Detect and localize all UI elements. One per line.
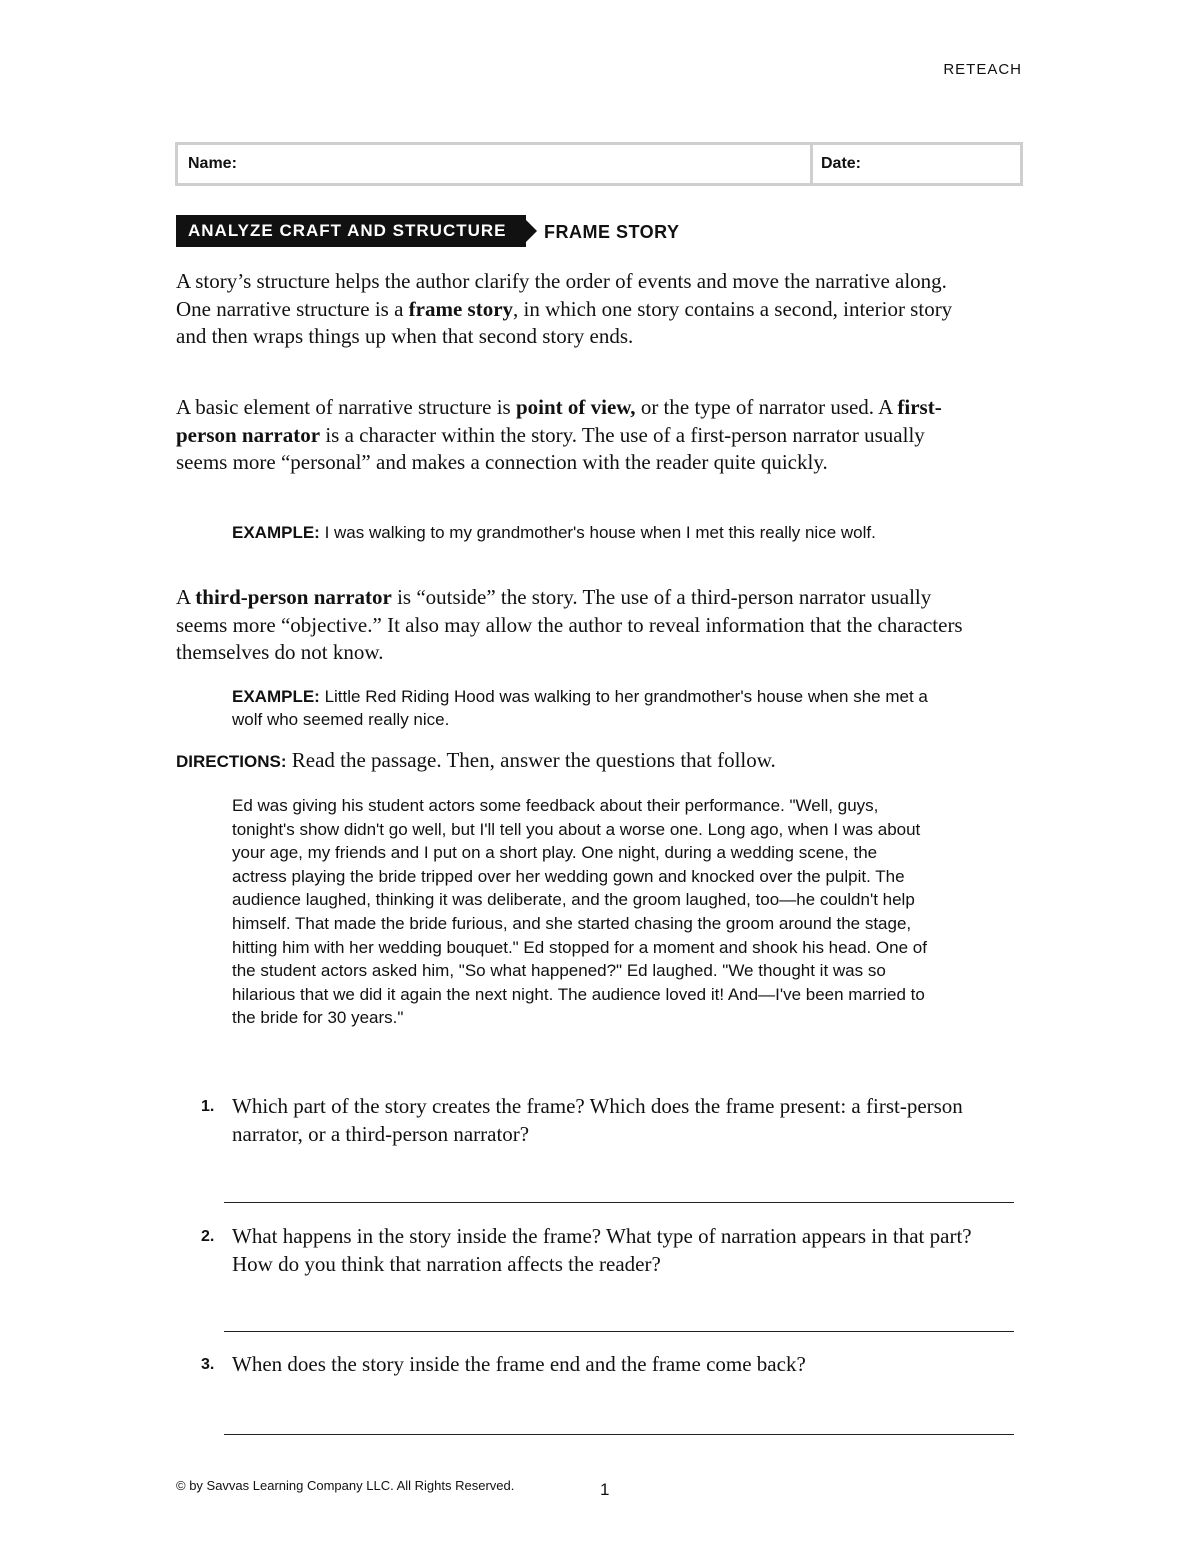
intro-paragraph-2: A basic element of narrative structure is point of view, or the type of narrator used. A first-person narrator is a character within the story. The use of a first-person narrator usually seems more “personal” and makes a connection with the reader quite quickly.: [176, 395, 942, 474]
example-label: EXAMPLE:: [232, 523, 320, 542]
copyright-footer: © by Savvas Learning Company LLC. All Rights Reserved.: [176, 1478, 515, 1493]
question-number: 3.: [201, 1356, 215, 1373]
term-frame-story: frame story: [408, 296, 514, 321]
directions-label: DIRECTIONS:: [176, 752, 287, 771]
question-number: 1.: [201, 1098, 215, 1115]
question-1-text: Which part of the story creates the frame? Which does the frame present: a first-person narrator, or a third-person narrator?: [232, 1094, 963, 1146]
banner-arrow-icon: [526, 220, 537, 242]
answer-line-1[interactable]: [224, 1202, 1014, 1203]
reading-passage: Ed was giving his student actors some feedback about their performance. "Well, guys, tonight's show didn't go well, but I'll tell you about a worse one. Long ago, when I was about your age, my friends and I put on a short play. One night, during a wedding scene, the actress playing the bride tripped over her wedding gown and knocked over the pulpit. The audience laughed, thinking it was deliberate, and the groom laughed, too—he couldn't help himself. That made the bride furious, and she started chasing the groom around the stage, hitting him with her wedding bouquet." Ed stopped for a moment and shook his head. One of the student actors asked him, "So what happened?" Ed laughed. "We thought it was so hilarious that we did it again the next night. The audience loved it! And—I've been married to the bride for 30 years.": [232, 796, 927, 1028]
intro-paragraph-1: A story’s structure helps the author clarify the order of events and move the narrative along. One narrative structure is a frame story, in which one story contains a second, interior story and then wraps things up when that second story ends.: [176, 269, 953, 348]
term-first-person: first-person narrator: [176, 395, 942, 447]
answer-line-3[interactable]: [224, 1434, 1014, 1435]
intro-paragraph-3: A third-person narrator is “outside” the story. The use of a third-person narrator usually seems more “objective.” It also may allow the author to reveal information that the characters themselves do not know.: [176, 585, 963, 664]
example-first-person: EXAMPLE: I was walking to my grandmother's house when I met this really nice wolf.: [232, 523, 876, 542]
term-third-person: third-person narrator: [195, 585, 392, 609]
answer-line-2[interactable]: [224, 1331, 1014, 1332]
date-label: Date:: [821, 155, 862, 172]
directions: DIRECTIONS: Read the passage. Then, answer the questions that follow.: [176, 748, 776, 772]
date-field[interactable]: [813, 145, 1020, 183]
name-field[interactable]: [178, 145, 813, 183]
section-banner: ANALYZE CRAFT AND STRUCTURE: [176, 215, 526, 247]
term-point-of-view: point of view,: [515, 395, 636, 419]
question-2-text: What happens in the story inside the frame? What type of narration appears in that part? How do you think that narration affects the reader?: [232, 1224, 972, 1276]
section-subtitle: FRAME STORY: [544, 222, 680, 242]
name-label: Name:: [188, 155, 237, 172]
reteach-label: RETEACH: [943, 61, 1022, 78]
page-number: 1: [600, 1480, 610, 1499]
question-3-text: When does the story inside the frame end and the frame come back?: [232, 1352, 806, 1376]
example-label: EXAMPLE:: [232, 687, 320, 706]
question-number: 2.: [201, 1228, 215, 1245]
example-third-person: EXAMPLE: Little Red Riding Hood was walking to her grandmother's house when she met a wolf who seemed really nice.: [232, 687, 928, 729]
name-date-box: [175, 142, 1023, 186]
